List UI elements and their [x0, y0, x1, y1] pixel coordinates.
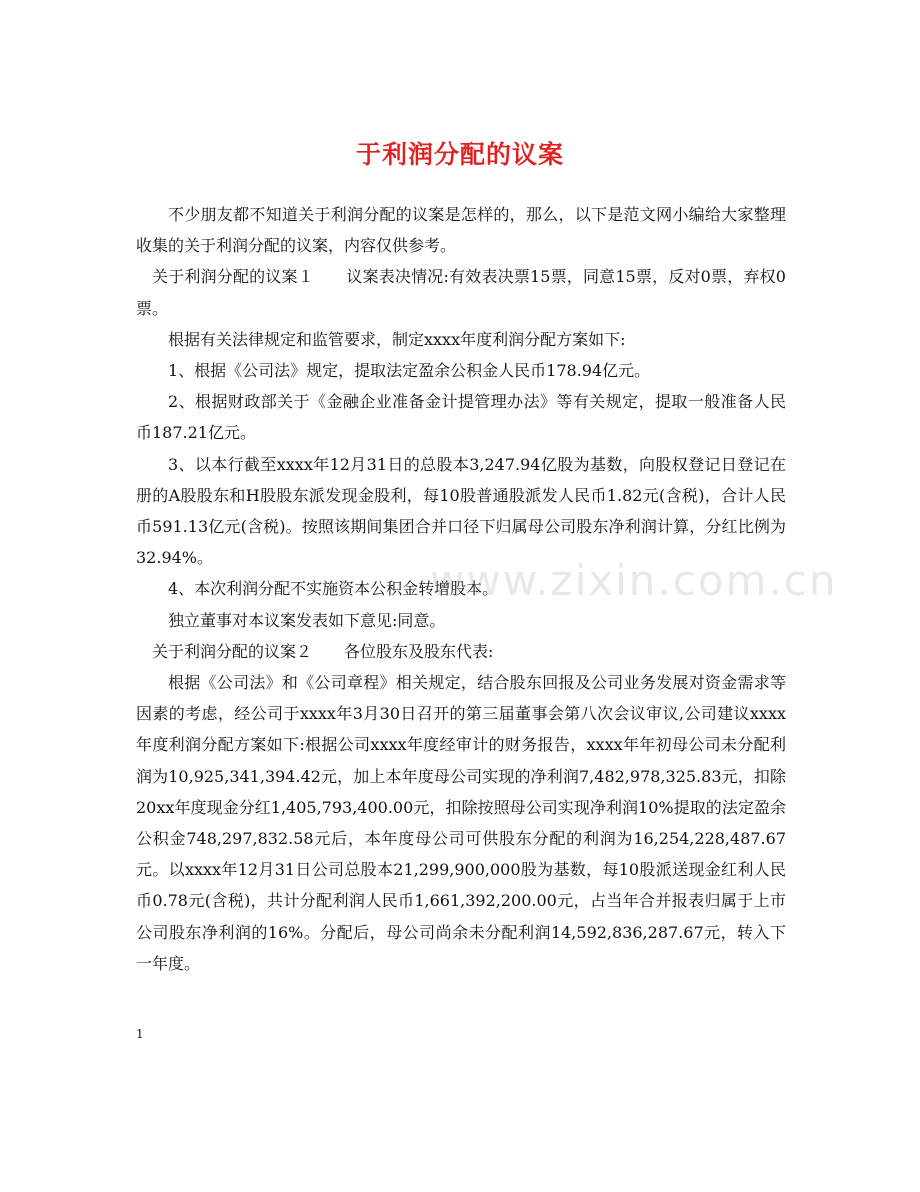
independent-director-paragraph: 独立董事对本议案发表如下意见:同意。 [168, 610, 446, 630]
proposal-1-vote-paragraph: 关于利润分配的议案１ 议案表决情况:有效表决票15票，同意15票，反对0票，弃权0票。 [136, 267, 786, 318]
item-4-paragraph: 4、本次利润分配不实施资本公积金转增股本。 [168, 579, 499, 599]
intro-paragraph: 不少朋友都不知道关于利润分配的议案是怎样的，那么，以下是范文网小编给大家整理收集的关于利润分配的议案，内容仅供参考。 [136, 205, 786, 256]
distribution-plan-paragraph: 根据有关法律规定和监管要求，制定xxxx年度利润分配方案如下: [168, 329, 626, 349]
item-3-paragraph: 3、以本行截至xxxx年12月31日的总股本3,247.94亿股为基数，向股权登记日登记在册的A股股东和H股股东派发现金股利，每10股普通股派发人民币1.82元(含税)，合计人民币591.13亿元(含税)。按照该期间集团合并口径下归属母公司股东净利润计算，分红比例为32.94%。 [136, 454, 786, 568]
watermark: www.zixin.com.cn [430, 556, 838, 605]
page-number: 1 [136, 1027, 144, 1041]
item-1-paragraph: 1、根据《公司法》规定，提取法定盈余公积金人民币178.94亿元。 [168, 361, 651, 381]
item-2-paragraph: 2、根据财政部关于《金融企业准备金计提管理办法》等有关规定，提取一般准备人民币187.21亿元。 [136, 392, 786, 443]
document-body [136, 199, 786, 979]
proposal-2-detail-paragraph: 根据《公司法》和《公司章程》相关规定，结合股东回报及公司业务发展对资金需求等因素的考虑，经公司于xxxx年3月30日召开的第三届董事会第八次会议审议,公司建议xxxx年度利润分配方案如下:根据公司xxxx年度经审计的财务报告，xxxx年年初母公司未分配利润为10,925,341,394.42元，加上本年度母公司实现的净利润7,482,978,325.83元，扣除20xx年度现金分红1,405,793,400.00元，扣除按照母公司实现净利润10%提取的法定盈余公积金748,297,832.58元后，本年度母公司可供股东分配的利润为16,254,228,487.67元。以xxxx年12月31日公司总股本21,299,900,000股为基数，每10股派送现金红利人民币0.78元(含税)，共计分配利润人民币1,661,392,200.00元，占当年合并报表归属于上市公司股东净利润的16%。分配后，母公司尚余未分配利润14,592,836,287.67元，转入下一年度。 [136, 673, 786, 973]
proposal-2-heading-paragraph: 关于利润分配的议案２ 各位股东及股东代表: [152, 641, 494, 661]
document-title: 于利润分配的议案 [355, 139, 564, 169]
